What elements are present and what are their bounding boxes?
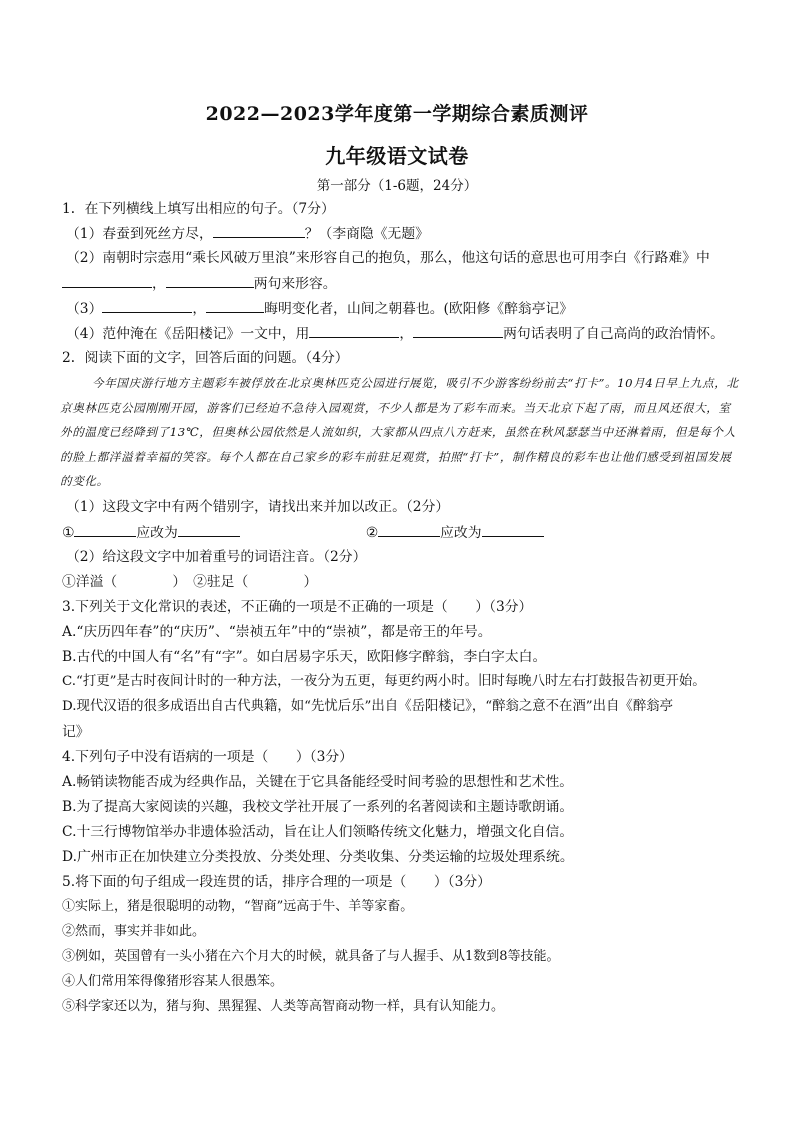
q1-line2-text-c: 两句来形容。 [253, 276, 337, 292]
q2-sub1-answers [62, 522, 752, 543]
q1-line4 [66, 323, 756, 344]
q2-sub1-change1: 应改为 [136, 525, 178, 541]
answer-blank[interactable] [206, 298, 264, 313]
q2-sub1-mark1: ① [62, 525, 75, 541]
answer-blank[interactable] [62, 273, 152, 288]
q1-line3-text-c: 晦明变化者，山间之朝暮也。(欧阳修《醉翁亭记》 [264, 301, 574, 317]
answer-blank[interactable] [213, 223, 305, 238]
q2-sub2: （2）给这段文字中加着重号的词语注音。（2分） [66, 549, 367, 565]
answer-blank[interactable] [413, 323, 503, 338]
q5-item-2: ②然而，事实并非如此。 [62, 924, 206, 939]
q5-item-1: ①实际上，猪是很聪明的动物，“智商”远高于牛、羊等家畜。 [62, 899, 414, 914]
q1-line2: （2）南朝时宗悫用“乘长风破万里浪”来形容自己的抱负，那么，他这句话的意思也可用李白《行路难》中 [66, 250, 710, 266]
q3-option-c[interactable]: C.“打更”是古时夜间计时的一种方法，一夜分为五更，每更约两小时。旧时每晚八时左右打鼓报告初更开始。 [62, 674, 706, 689]
q4-stem: 4.下列句子中没有语病的一项是（ ）（3分） [62, 749, 353, 765]
q1-line1-text-b: ？（李商隐《无题》 [304, 226, 429, 242]
answer-blank[interactable] [102, 298, 192, 313]
q1-stem: 1．在下列横线上填写出相应的句子。（7分） [62, 201, 335, 217]
q5-item-4: ④人们常用笨得像猪形容某人很愚笨。 [62, 974, 284, 989]
q1-line1 [66, 223, 756, 244]
reading-passage [60, 371, 740, 497]
answer-blank[interactable] [309, 323, 399, 338]
q2-stem: 2．阅读下面的文字，回答后面的问题。（4分） [62, 350, 349, 366]
q1-line1-text-a: （1）春蚕到死丝方尽， [66, 226, 213, 242]
passage-text: 今年国庆游行地方主题彩车被俘放在北京奥林匹克公园进行展览，吸引不少游客纷纷前去“打卡”。10月4日早上九点，北京奥林匹克公园刚刚开园，游客们已经迫不急待入园观赏，不少人都是为了彩车而来。当天北京下起了雨，而且风还很大，室外的温度已经降到了13℃，但奥林公园依然是人流如织，大家都从四点八方赶来，虽然在秋风瑟瑟当中还淋着雨，但是每个人的脸上都洋溢着幸福的笑容。每个人都在自己家乡的彩车前驻足观赏，拍照“打卡”，制作精良的彩车也让他们感受到祖国发展的变化。 [60, 376, 739, 489]
q3-option-d-cont: 记》 [62, 724, 90, 740]
q1-line3-comma: ， [192, 301, 207, 317]
q2-sub2-answers: ①洋溢（ ） ②驻足（ ） [62, 574, 318, 590]
q1-line2-comma: ， [152, 276, 166, 292]
q1-line2-cont [62, 273, 752, 294]
answer-blank[interactable] [482, 522, 544, 537]
q4-option-a[interactable]: A.畅销读物能否成为经典作品，关键在于它具备能经受时间考验的思想性和艺术性。 [62, 774, 574, 790]
q5-stem: 5.将下面的句子组成一段连贯的话，排序合理的一项是（ ）（3分） [62, 874, 491, 890]
q3-option-b[interactable]: B.古代的中国人有“名”有“字”。如白居易字乐天，欧阳修字醉翁，李白字太白。 [62, 649, 547, 665]
q4-option-d[interactable]: D.广州市正在加快建立分类投放、分类处理、分类收集、分类运输的垃圾处理系统。 [62, 849, 574, 865]
q1-line4-text-c: 两句话表明了自己高尚的政治情怀。 [503, 326, 724, 342]
q5-item-5: ⑤科学家还以为，猪与狗、黑猩猩、人类等高智商动物一样，具有认知能力。 [62, 999, 505, 1014]
q3-option-d[interactable]: D.现代汉语的很多成语出自古代典籍，如“先忧后乐”出自《岳阳楼记》，“醉翁之意不在酒”出自《醉翁亭 [62, 699, 673, 714]
q3-option-a[interactable]: A.“庆历四年春”的“庆历”、“崇祯五年”中的“崇祯”，都是帝王的年号。 [62, 624, 492, 640]
q4-option-c[interactable]: C.十三行博物馆举办非遗体验活动，旨在让人们领略传统文化魅力，增强文化自信。 [62, 824, 574, 840]
q1-line4-comma: ， [399, 326, 414, 342]
answer-blank[interactable] [166, 273, 254, 288]
q1-line4-text-a: （4）范仲淹在《岳阳楼记》一文中，用 [66, 326, 310, 342]
exam-subtitle: 九年级语文试卷 [325, 144, 469, 168]
q2-sub1-change2: 应改为 [440, 525, 482, 541]
q5-item-3: ③例如，英国曾有一头小猪在六个月大的时候，就具备了与人握手、从1数到8等技能。 [62, 949, 560, 964]
answer-blank[interactable] [378, 522, 440, 537]
section-heading: 第一部分（1-6题，24分） [316, 178, 478, 194]
q1-line3 [66, 298, 756, 319]
q1-line3-text-a: （3） [66, 301, 103, 317]
exam-title: 2022—2023学年度第一学期综合素质测评 [205, 103, 589, 125]
q4-option-b[interactable]: B.为了提高大家阅读的兴趣，我校文学社开展了一系列的名著阅读和主题诗歌朗诵。 [62, 799, 574, 815]
answer-blank[interactable] [178, 522, 240, 537]
q3-stem: 3.下列关于文化常识的表述，不正确的一项是不正确的一项是（ ）（3分） [62, 599, 533, 615]
q2-sub1: （1）这段文字中有两个错别字，请找出来并加以改正。（2分） [66, 499, 450, 515]
q2-sub1-mark2: ② [365, 525, 379, 541]
answer-blank[interactable] [74, 522, 136, 537]
